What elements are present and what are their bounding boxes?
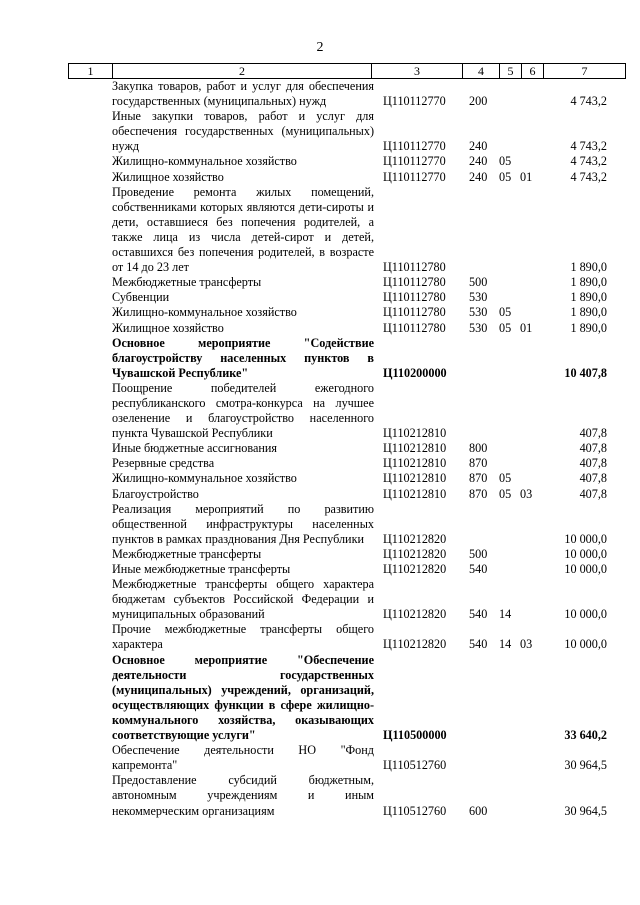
row-name: Прочие межбюджетные трансферты общего характера [112, 622, 374, 652]
row-code: Ц110112780 [383, 260, 446, 275]
row-amount: 10 000,0 [564, 607, 607, 622]
row-expense-type: 530 [469, 320, 488, 335]
row-expense-type: 870 [469, 456, 488, 471]
row-amount: 4 743,2 [570, 169, 607, 184]
row-name: Поощрение победителей ежегодного республиканского смотра-конкурса на лучшее озеленение и благоустройство населенного пункта Чувашской Республики [112, 380, 374, 441]
row-name: Основное мероприятие "Обеспечение деятельности государственных (муниципальных) учреждений, организаций, осуществляющих функции в сфере жилищно-коммунального хозяйства, оказывающих соответствующие услуги" [112, 652, 374, 743]
row-subsection: 01 [520, 320, 533, 335]
table-row [0, 185, 640, 276]
row-code: Ц110500000 [383, 728, 447, 743]
row-expense-type: 870 [469, 486, 488, 501]
row-section: 14 [499, 637, 512, 652]
row-name: Жилищное хозяйство [112, 320, 224, 335]
row-name: Иные межбюджетные трансферты [112, 562, 291, 576]
row-section: 05 [499, 154, 512, 169]
row-code: Ц110112780 [383, 305, 446, 320]
row-amount: 10 000,0 [564, 562, 607, 576]
row-code: Ц110212810 [383, 456, 447, 471]
row-name: Реализация мероприятий по развитию общественной инфраструктуры населенных пунктов в рамках празднования Дня Республики [112, 501, 374, 546]
budget-table-body [0, 79, 640, 819]
table-row [0, 441, 640, 456]
row-amount: 10 407,8 [564, 365, 607, 380]
row-code: Ц110112770 [383, 169, 446, 184]
row-code: Ц110512760 [383, 758, 447, 773]
table-row [0, 336, 640, 381]
table-row [0, 577, 640, 622]
row-name: Основное мероприятие "Содействие благоустройству населенных пунктов в Чувашской Республике" [112, 335, 374, 380]
row-section: 05 [499, 471, 512, 486]
row-code: Ц110212810 [383, 441, 447, 456]
row-code: Ц110112780 [383, 290, 446, 305]
row-amount: 1 890,0 [570, 305, 607, 320]
row-amount: 30 964,5 [564, 758, 607, 773]
row-amount: 1 890,0 [570, 320, 607, 335]
row-code: Ц110112770 [383, 94, 446, 109]
row-expense-type: 800 [469, 441, 488, 456]
table-row [0, 79, 640, 109]
row-amount: 10 000,0 [564, 637, 607, 652]
row-code: Ц110112770 [383, 139, 446, 154]
row-subsection: 03 [520, 637, 533, 652]
row-code: Ц110212810 [383, 426, 447, 441]
row-amount: 407,8 [579, 456, 607, 471]
row-code: Ц110112780 [383, 320, 446, 335]
row-expense-type: 500 [469, 546, 488, 561]
row-name: Жилищно-коммунальное хозяйство [112, 305, 297, 320]
row-name: Благоустройство [112, 486, 199, 501]
row-code: Ц110212820 [383, 546, 447, 561]
row-subsection: 03 [520, 486, 533, 501]
row-amount: 33 640,2 [564, 728, 607, 743]
table-row [0, 653, 640, 744]
header-col-2: 2 [112, 64, 371, 78]
row-expense-type: 540 [469, 637, 488, 652]
row-amount: 1 890,0 [570, 260, 607, 275]
page-number: 2 [316, 40, 324, 55]
table-row [0, 487, 640, 502]
header-col-5: 5 [499, 64, 521, 78]
row-expense-type: 240 [469, 169, 488, 184]
header-col-1: 1 [68, 64, 112, 78]
row-expense-type: 200 [469, 94, 488, 109]
row-amount: 10 000,0 [564, 546, 607, 561]
table-row [0, 321, 640, 336]
row-code: Ц110212810 [383, 486, 447, 501]
row-name: Обеспечение деятельности НО "Фонд капремонта" [112, 743, 374, 773]
table-row [0, 562, 640, 577]
row-expense-type: 240 [469, 139, 488, 154]
row-expense-type: 600 [469, 803, 488, 818]
header-col-4: 4 [462, 64, 499, 78]
row-code: Ц110212820 [383, 562, 447, 576]
row-expense-type: 870 [469, 471, 488, 486]
table-row [0, 381, 640, 441]
header-col-3: 3 [371, 64, 462, 78]
row-code: Ц110212810 [383, 471, 447, 486]
row-subsection: 01 [520, 169, 533, 184]
table-row [0, 471, 640, 486]
row-section: 14 [499, 607, 512, 622]
row-expense-type: 500 [469, 275, 488, 290]
row-name: Жилищное хозяйство [112, 169, 224, 184]
row-amount: 407,8 [579, 441, 607, 456]
row-amount: 407,8 [579, 426, 607, 441]
row-amount: 10 000,0 [564, 531, 607, 546]
row-amount: 407,8 [579, 486, 607, 501]
row-name: Субвенции [112, 290, 170, 305]
row-amount: 407,8 [579, 471, 607, 486]
row-name: Жилищно-коммунальное хозяйство [112, 154, 297, 169]
header-col-7: 7 [543, 64, 626, 78]
table-row [0, 502, 640, 547]
row-code: Ц110212820 [383, 531, 447, 546]
row-name: Межбюджетные трансферты общего характера бюджетам субъектов Российской Федерации и муниципальных образований [112, 577, 374, 622]
row-amount: 1 890,0 [570, 290, 607, 305]
table-row [0, 275, 640, 290]
table-row [0, 456, 640, 471]
row-section: 05 [499, 486, 512, 501]
row-expense-type: 540 [469, 562, 488, 576]
table-row [0, 743, 640, 773]
row-code: Ц110212820 [383, 607, 447, 622]
row-name: Резервные средства [112, 456, 215, 471]
header-col-6: 6 [521, 64, 543, 78]
table-row [0, 170, 640, 185]
row-section: 05 [499, 320, 512, 335]
table-header [68, 63, 626, 79]
table-row [0, 305, 640, 320]
row-name: Иные закупки товаров, работ и услуг для обеспечения государственных (муниципальных) нужд [112, 109, 374, 154]
row-code: Ц110200000 [383, 365, 447, 380]
row-amount: 4 743,2 [570, 139, 607, 154]
row-amount: 30 964,5 [564, 803, 607, 818]
row-name: Проведение ремонта жилых помещений, собственниками которых являются дети-сироты и дети, оставшиеся без попечения родителей, а также лица из числа детей-сирот и детей, оставшихся без попечения родителей, в возрасте от 14 до 23 лет [112, 184, 374, 275]
row-code: Ц110512760 [383, 803, 447, 818]
row-expense-type: 540 [469, 607, 488, 622]
row-section: 05 [499, 169, 512, 184]
row-section: 05 [499, 305, 512, 320]
row-name: Межбюджетные трансферты [112, 275, 262, 290]
table-row [0, 773, 640, 818]
table-row [0, 622, 640, 652]
row-code: Ц110112780 [383, 275, 446, 290]
row-code: Ц110212820 [383, 637, 447, 652]
row-amount: 4 743,2 [570, 94, 607, 109]
table-row [0, 547, 640, 562]
row-expense-type: 530 [469, 305, 488, 320]
row-code: Ц110112770 [383, 154, 446, 169]
row-amount: 4 743,2 [570, 154, 607, 169]
table-row [0, 154, 640, 169]
table-row [0, 109, 640, 154]
row-name: Жилищно-коммунальное хозяйство [112, 471, 297, 486]
row-name: Иные бюджетные ассигнования [112, 441, 278, 456]
row-name: Закупка товаров, работ и услуг для обеспечения государственных (муниципальных) нужд [112, 79, 374, 109]
row-amount: 1 890,0 [570, 275, 607, 290]
table-row [0, 290, 640, 305]
row-name: Межбюджетные трансферты [112, 546, 262, 561]
row-expense-type: 240 [469, 154, 488, 169]
row-expense-type: 530 [469, 290, 488, 305]
row-name: Предоставление субсидий бюджетным, автономным учреждениям и иным некоммерческим организациям [112, 773, 374, 818]
